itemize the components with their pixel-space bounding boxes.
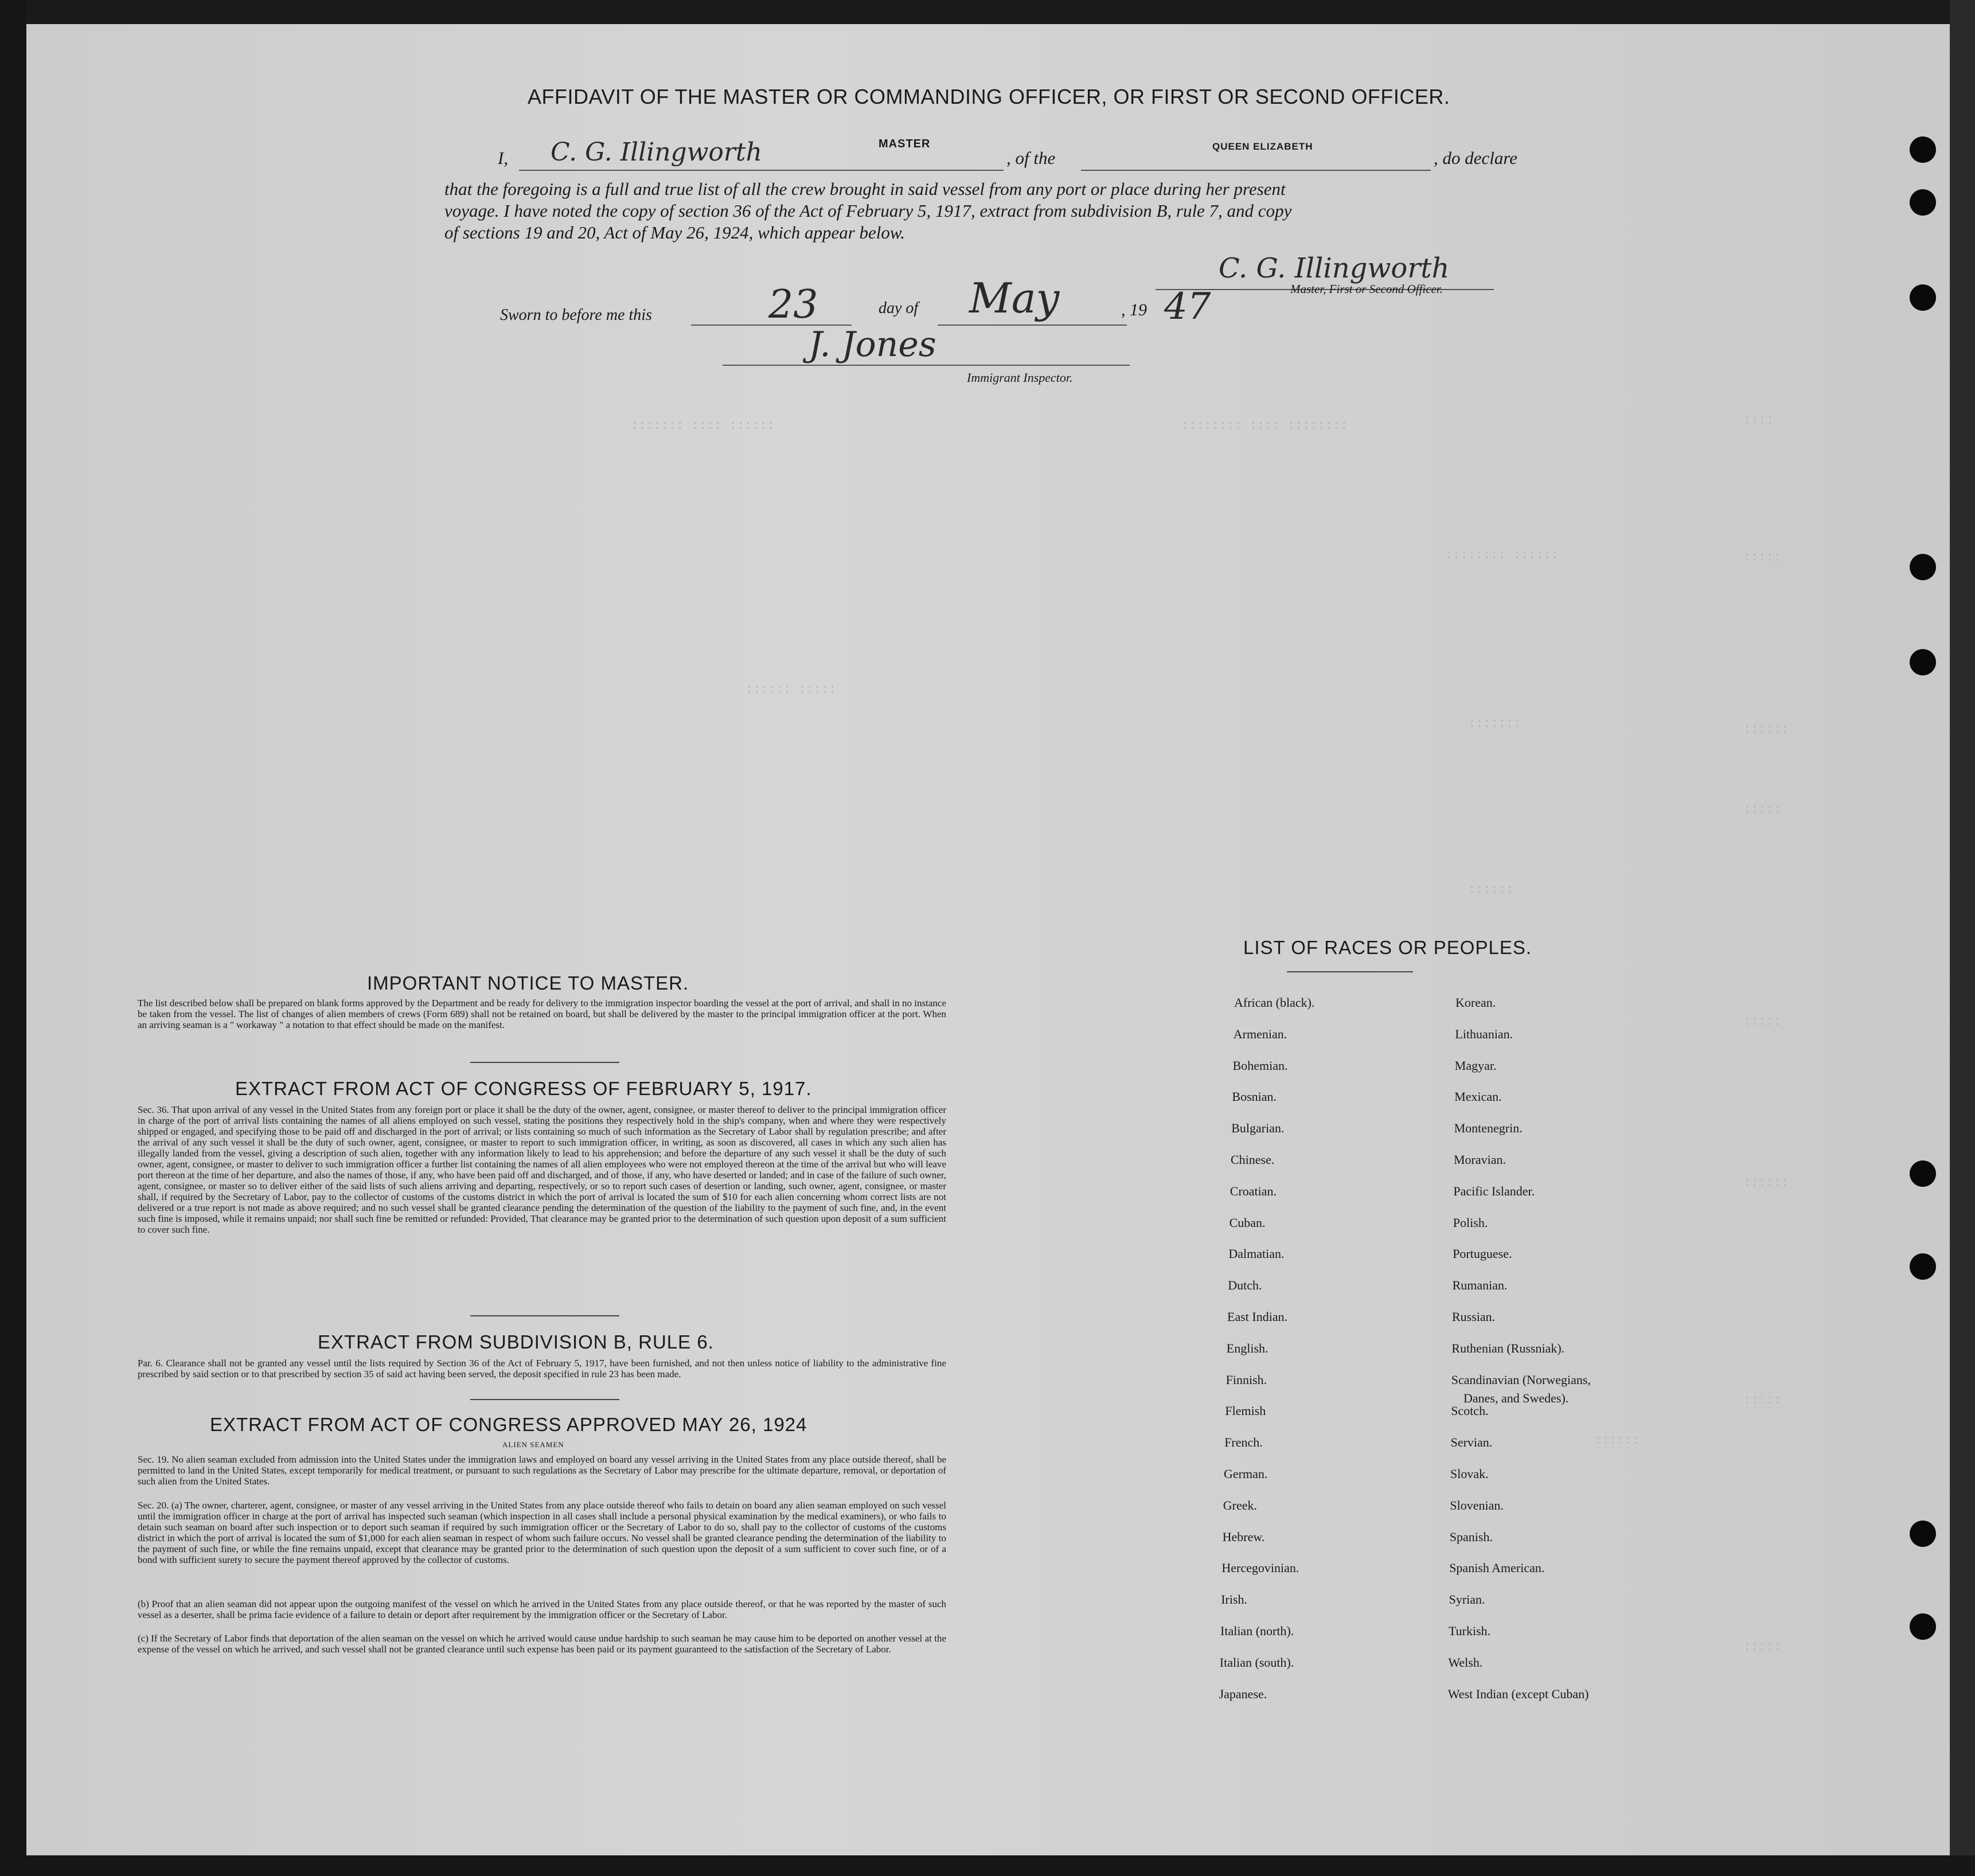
race-item: Scotch. xyxy=(1451,1404,1489,1418)
vessel-typed: QUEEN ELIZABETH xyxy=(1212,141,1313,152)
race-item: African (black). xyxy=(1234,995,1315,1010)
race-item: Finnish. xyxy=(1225,1372,1267,1387)
notice-title: IMPORTANT NOTICE TO MASTER. xyxy=(367,972,689,994)
inspector-signature: J. Jones xyxy=(809,325,936,365)
i-label: I, xyxy=(498,148,509,168)
punch-hole xyxy=(1910,1160,1936,1187)
race-item: Hebrew. xyxy=(1222,1529,1265,1544)
punch-hole xyxy=(1910,1613,1936,1640)
do-declare-label: , do declare xyxy=(1434,148,1518,168)
race-item: Rumanian. xyxy=(1452,1278,1508,1293)
scan-border-right xyxy=(1950,0,1975,1876)
sec-20b-text: (b) Proof that an alien seaman did not appear upon the outgoing manifest of the vessel on which he arrived in the United States from any place outside thereof, or that he was reported by the master of such vessel as a deserter, shall be prima facie evidence of a failure to detain or deport after requirement by the immigration officer or the Secretary of Labor. xyxy=(138,1598,946,1620)
race-item: Greek. xyxy=(1223,1498,1258,1512)
race-item: English. xyxy=(1226,1340,1268,1355)
of-the-label: , of the xyxy=(1006,148,1056,168)
sec-20a-text: Sec. 20. (a) The owner, charterer, agent, consignee, or master of any vessel arriving in the United States from any place outside thereof who fails to detain on board any alien seaman employed on such vessel until the immigration officer in charge at the port of arrival has inspected such seaman (which inspection in all cases shall include a personal physical examination by the medical examiners), or who fails to detain such seaman on board after such inspection or to deport such seaman if required by such immigration officer or the Secretary of Labor to do so, shall pay to the collector of customs of the customs district in which the port of arrival is located the sum of $1,000 for each alien seaman in respect of whom such failure occurs. No vessel shall be granted clearance pending the determination of the liability to the payment of such fine, or while the fine remains unpaid, except that clearance may be granted prior to the determination of such question upon the deposit of a sum sufficient to cover such fine, or of a bond with sufficient surety to secure the payment thereof approved by the collector of customs. xyxy=(138,1500,946,1565)
punch-hole xyxy=(1910,136,1936,163)
race-item: Slovenian. xyxy=(1450,1498,1504,1512)
punch-hole xyxy=(1910,284,1936,311)
race-item: Ruthenian (Russniak). xyxy=(1451,1340,1565,1355)
year-prefix: , 19 xyxy=(1121,300,1147,319)
affidavit-body-line-1: that the foregoing is a full and true list of all the crew brought in said vessel from any port or place during her present xyxy=(444,179,1286,199)
inspector-line xyxy=(723,365,1130,366)
races-title: LIST OF RACES OR PEOPLES. xyxy=(1243,937,1532,958)
extract-1924-title: EXTRACT FROM ACT OF CONGRESS APPROVED MAY 26, 1924 xyxy=(210,1414,807,1435)
punch-hole xyxy=(1910,1521,1936,1547)
month-line xyxy=(938,325,1127,326)
scan-border-bottom xyxy=(0,1855,1975,1876)
race-item: Croatian. xyxy=(1230,1183,1277,1198)
race-item: Bohemian. xyxy=(1232,1058,1288,1073)
race-item: Montenegrin. xyxy=(1454,1121,1523,1136)
race-item: Pacific Islander. xyxy=(1453,1183,1535,1198)
race-item: Turkish. xyxy=(1449,1624,1491,1638)
race-item: Irish. xyxy=(1221,1592,1248,1607)
race-item: Slovak. xyxy=(1450,1467,1489,1481)
race-item: Korean. xyxy=(1455,995,1496,1010)
punch-hole xyxy=(1910,189,1936,216)
divider xyxy=(470,1062,619,1063)
race-item: Japanese. xyxy=(1219,1686,1267,1701)
sec-19-text: Sec. 19. No alien seaman excluded from admission into the United States under the immigration laws and employed on board any vessel arriving in the United States from any place outside thereof, shall be permitted to land in the United States, except temporarily for medical treatment, or pursuant to such regulations as the Secretary of Labor may prescribe for the ultimate departure, removal, or deportation of such alien from the United States. xyxy=(138,1454,946,1487)
rank-typed: MASTER xyxy=(879,138,931,150)
race-item: German. xyxy=(1224,1467,1268,1481)
month-handwritten: May xyxy=(969,274,1060,322)
divider xyxy=(470,1399,619,1400)
race-item: French. xyxy=(1224,1435,1263,1450)
day-handwritten: 23 xyxy=(768,282,818,327)
race-item: West Indian (except Cuban) xyxy=(1447,1686,1589,1701)
race-item: Scandinavian (Norwegians, xyxy=(1451,1372,1591,1387)
race-item: Mexican. xyxy=(1454,1089,1502,1104)
extract-1917-text: Sec. 36. That upon arrival of any vessel in the United States from any foreign port or place it shall be the duty of the owner, agent, consignee, or master thereof to deliver to the principal immigration officer in charge of the port of arrival lists containing the names of all aliens employed on such vessel, stating the positions they respectively hold in the ship's company, when and where they were respectively shipped or engaged, and specifying those to be paid off and discharged in the port of arrival; or lists containing so much of such information as the Secretary of Labor shall by regulation prescribe; and after the arrival of any such vessel it shall be the duty of such owner, agent, consignee, or master to report to such immigration officer, in writing, as soon as discovered, all cases in which any such alien has illegally landed from the vessel, giving a description of such alien, together with any information likely to lead to his apprehension; and before the departure of any such vessel it shall be the duty of such owner, agent, consignee, or master to deliver to such immigration officer a further list containing the names of all alien employees who were not employed thereon at the time of the arrival but who will leave port thereon at the time of her departure, and also the names of those, if any, who have been paid off and discharged, and of those, if any, who have deserted or landed; and in case of the failure of such owner, agent, consignee, or master so to deliver either of the said lists of such aliens arriving and departing, respectively, or so to report such cases of desertion or landing, such owner, agent, consignee, or master shall, if required by the Secretary of Labor, pay to the collector of customs of the customs district in which the port of arrival is located the sum of $10 for each alien concerning whom correct lists are not delivered or a true report is not made as above required; and no such vessel shall be granted clearance pending the determination of the question of the liability to the payment of such fine, and, in the event such fine is imposed, while it remains unpaid; nor shall such fine be remitted or refunded: Provided, That clearance may be granted prior to the determination of such question upon deposit of a sum sufficient to cover such fine. xyxy=(138,1104,947,1235)
race-item: Bulgarian. xyxy=(1231,1121,1285,1136)
sec-20c-text: (c) If the Secretary of Labor finds that deportation of the alien seaman on the vessel on which he arrived would cause undue hardship to such seaman he may cause him to be deported on another vessel at the expense of the vessel on which he arrived, and such vessel shall not be granted clearance until such expense has been paid or its payment guaranteed to the satisfaction of the Secretary of Labor. xyxy=(138,1633,946,1655)
sworn-label: Sworn to before me this xyxy=(500,306,652,324)
race-item: Italian (south). xyxy=(1219,1655,1294,1670)
master-name-line xyxy=(519,170,1004,171)
race-item: Servian. xyxy=(1450,1435,1493,1450)
race-item: Russian. xyxy=(1452,1310,1496,1324)
scan-border-top xyxy=(0,0,1975,24)
divider xyxy=(1287,971,1413,972)
officer-caption: Master, First or Second Officer. xyxy=(1290,282,1443,296)
race-item: Flemish xyxy=(1225,1404,1266,1418)
race-item: Dalmatian. xyxy=(1228,1246,1285,1261)
race-item: Portuguese. xyxy=(1453,1246,1512,1261)
race-item: Chinese. xyxy=(1231,1152,1275,1167)
inspector-caption: Immigrant Inspector. xyxy=(967,370,1073,385)
affidavit-body-line-2: voyage. I have noted the copy of section 36 of the Act of February 5, 1917, extract from subdivision B, rule 7, and copy xyxy=(444,201,1292,221)
race-item: Moravian. xyxy=(1454,1152,1506,1167)
race-item: Dutch. xyxy=(1228,1278,1262,1293)
affidavit-title: AFFIDAVIT OF THE MASTER OR COMMANDING OFFICER, OR FIRST OR SECOND OFFICER. xyxy=(528,85,1450,108)
affidavit-body-line-3: of sections 19 and 20, Act of May 26, 1924, which appear below. xyxy=(444,222,905,243)
race-item: Spanish. xyxy=(1449,1529,1493,1544)
race-item: Armenian. xyxy=(1233,1026,1287,1041)
extract-1917-title: EXTRACT FROM ACT OF CONGRESS OF FEBRUARY 5, 1917. xyxy=(235,1078,812,1099)
punch-hole xyxy=(1910,554,1936,580)
race-item: Magyar. xyxy=(1454,1058,1497,1073)
race-item: Syrian. xyxy=(1449,1592,1485,1607)
race-item-continuation: Danes, and Swedes). xyxy=(1463,1391,1569,1405)
race-item: Welsh. xyxy=(1448,1655,1483,1670)
race-item: Spanish American. xyxy=(1449,1561,1545,1576)
scan-border-left xyxy=(0,0,26,1876)
race-item: East Indian. xyxy=(1227,1310,1288,1324)
day-of-label: day of xyxy=(879,299,919,317)
punch-hole xyxy=(1910,1253,1936,1280)
vessel-line xyxy=(1081,170,1431,171)
punch-hole xyxy=(1910,649,1936,675)
race-item: Cuban. xyxy=(1229,1215,1266,1230)
master-signature: C. G. Illingworth xyxy=(551,138,762,167)
race-item: Lithuanian. xyxy=(1455,1026,1513,1041)
rule-6-text: Par. 6. Clearance shall not be granted any vessel until the lists required by Section 36 of the Act of February 5, 1917, have been furnished, and not then unless notice of liability to the administrative fine prescribed by said section or to that prescribed by section 35 of said act having been served, the deposit specified in rule 23 has been made. xyxy=(138,1358,946,1379)
race-item: Bosnian. xyxy=(1232,1089,1277,1104)
divider xyxy=(470,1315,619,1316)
year-handwritten: 47 xyxy=(1164,286,1211,328)
rule-6-title: EXTRACT FROM SUBDIVISION B, RULE 6. xyxy=(318,1331,714,1353)
race-item: Italian (north). xyxy=(1220,1624,1294,1638)
document-page: :::::::: :::: :::::::: :::::::: :::::: :::: ::::: :::::: ::::: ::::: :::::: ::::: ::::: ::::::: :::::: :::::: ::::::: :::: :::::: :::::: ::::: AFFIDAVIT OF THE MASTER OR COMMANDING OFFICER, OR FIRST OR SECOND OFFICER. I, C. G. Illingworth MASTER , of the QUEEN ELIZABETH , do declare that the foregoing is a full and true list of all the crew brought in said vessel from any port or place during her present voyage. I have noted the copy of section 36 of the Act of February 5, 1917, extract from subdivision B, rule 7, and copy of sections 19 and 20, Act of May 26, 1924, which appear below. C. G. Illingworth Master, First or Second Officer. Sworn to before me this 23 day of May , 19 47 J. Jones Immigrant Inspector. IMPORTANT NOTICE TO MASTER. The list described below shall be prepared on blank forms approved by the Department and be ready for delivery to the immigration inspector boarding the vessel at the port of arrival, and shall in no instance be taken from the vessel. The list of changes of alien members of crews (Form 689) shall not be retained on board, but shall be delivered by the master to the principal immigration officer at the port. When an arriving seaman is a " workaway " a notation to that effect should be made on the manifest. EXTRACT FROM ACT OF CONGRESS OF FEBRUARY 5, 1917. Sec. 36. That upon arrival of any vessel in the United States from any foreign port or place it shall be the duty of the owner, agent, consignee, or master thereof to deliver to the principal immigration officer in charge of the port of arrival lists containing the names of all aliens employed on such vessel, stating the positions they respectively hold in the ship's company, when and where they were respectively shipped or engaged, and specifying those to be paid off and discharged in the port of arrival; or lists containing so much of such information as the Secretary of Labor shall by regulation prescribe; and after the arrival of any such vessel it shall be the duty of such owner, agent, consignee, or master to report to such immigration officer, in writing, as soon as discovered, all cases in which any such alien has illegally landed from the vessel, giving a description of such alien, together with any information likely to lead to his apprehension; and before the departure of any such vessel it shall be the duty of such owner, agent, consignee, or master to deliver to such immigration officer a further list containing the names of all alien employees who were not employed thereon at the time of the arrival but who will leave port thereon at the time of her departure, and also the names of those, if any, who have been paid off and discharged, and of those, if any, who have deserted or landed; and in case of the failure of such owner, agent, consignee, or master so to deliver either of the said lists of such aliens arriving and departing, respectively, or so to report such cases of desertion or landing, such owner, agent, consignee, or master shall, if required by the Secretary of Labor, pay to the collector of customs of the customs district in which the port of arrival is located the sum of $10 for each alien concerning whom correct lists are not delivered or a true report is not made as above required; and no such vessel shall be granted clearance pending the determination of the question of the liability to the payment of such fine, and, in the event such fine is imposed, while it remains unpaid; nor shall such fine be remitted or refunded: Provided, That clearance may be granted prior to the determination of such question upon deposit of a sum sufficient to cover such fine. EXTRACT FROM SUBDIVISION B, RULE 6. Par. 6. Clearance shall not be granted any vessel until the lists required by Section 36 of the Act of February 5, 1917, have been furnished, and not then unless notice of liability to the administrative fine prescribed by said section or to that prescribed by section 35 of said act having been served, the deposit specified in rule 23 has been made. EXTRACT FROM ACT OF CONGRESS APPROVED MAY 26, 1924 ALIEN SEAMEN Sec. 19. No alien seaman excluded from admission into the United States under the immigration laws and employed on board any vessel arriving in the United States from any place outside thereof, shall be permitted to land in the United States, except temporarily for medical treatment, or pursuant to such regulations as the Secretary of Labor may prescribe for the ultimate departure, removal, or deportation of such alien from the United States. Sec. 20. (a) The owner, charterer, agent, consignee, or master of any vessel arriving in the United States from any place outside thereof who fails to detain on board any alien seaman employed on such vessel until the immigration officer in charge at the port of arrival has inspected such seaman (which inspection in all cases shall include a personal physical examination by the medical examiners), or who fails to detain such seaman on board after such inspection or to deport such seaman if required by such immigration officer or the Secretary of Labor to do so, shall pay to the collector of customs of the customs district in which the port of arrival is located the sum of $1,000 for each alien seaman in respect of whom such failure occurs. No vessel shall be granted clearance pending the determination of the liability to the payment of such fine, or while the fine remains unpaid, except that clearance may be granted prior to the determination of such question upon the deposit of a sum sufficient to cover such fine, or of a bond with sufficient surety to secure the payment thereof approved by the collector of customs. (b) Proof that an alien seaman did not appear upon the outgoing manifest of the vessel on which he arrived in the United States from any place outside thereof, or that he was reported by the master of such vessel as a deserter, shall be prima facie evidence of a failure to detain or deport after requirement by the immigration officer or the Secretary of Labor. (c) If the Secretary of Labor finds that deportation of the alien seaman on the vessel on which he arrived would cause undue hardship to such seaman he may cause him to be deported on another vessel at the expense of the vessel on which he arrived, and such vessel shall not be granted clearance until such expense has been paid or its payment guaranteed to the satisfaction of the Secretary of Labor. LIST OF RACES OR PEOPLES. African (black). Armenian. Bohemian. Bosnian. Bulgarian. Chinese. Croatian. Cuban. Dalmatian. Dutch. East Indian. English. Finnish. Flemish French. German. Greek. Hebrew. Hercegovinian. Irish. Italian (north). Italian (south). Japanese. Korean. Lithuanian. Magyar. Mexican. Montenegrin. Moravian. Pacific Islander. Polish. Portuguese. Rumanian. Russian. Ruthenian (Russniak). Scandinavian (Norwegians, Scotch. Servian. Slovak. Slovenian. Spanish. Spanish American. Syrian. Turkish. Welsh. West Indian (except Cuban) Danes, and Swedes). xyxy=(0,0,1975,1876)
officer-signature: C. G. Illingworth xyxy=(1219,252,1450,284)
notice-text: The list described below shall be prepared on blank forms approved by the Department and be ready for delivery to the immigration inspector boarding the vessel at the port of arrival, and shall in no instance be taken from the vessel. The list of changes of alien members of crews (Form 689) shall not be retained on board, but shall be delivered by the master to the principal immigration officer at the port. When an arriving seaman is a " workaway " a notation to that effect should be made on the manifest. xyxy=(138,998,946,1030)
race-item: Polish. xyxy=(1453,1215,1488,1230)
race-item: Hercegovinian. xyxy=(1221,1561,1299,1576)
alien-seamen-subtitle: ALIEN SEAMEN xyxy=(502,1440,564,1449)
